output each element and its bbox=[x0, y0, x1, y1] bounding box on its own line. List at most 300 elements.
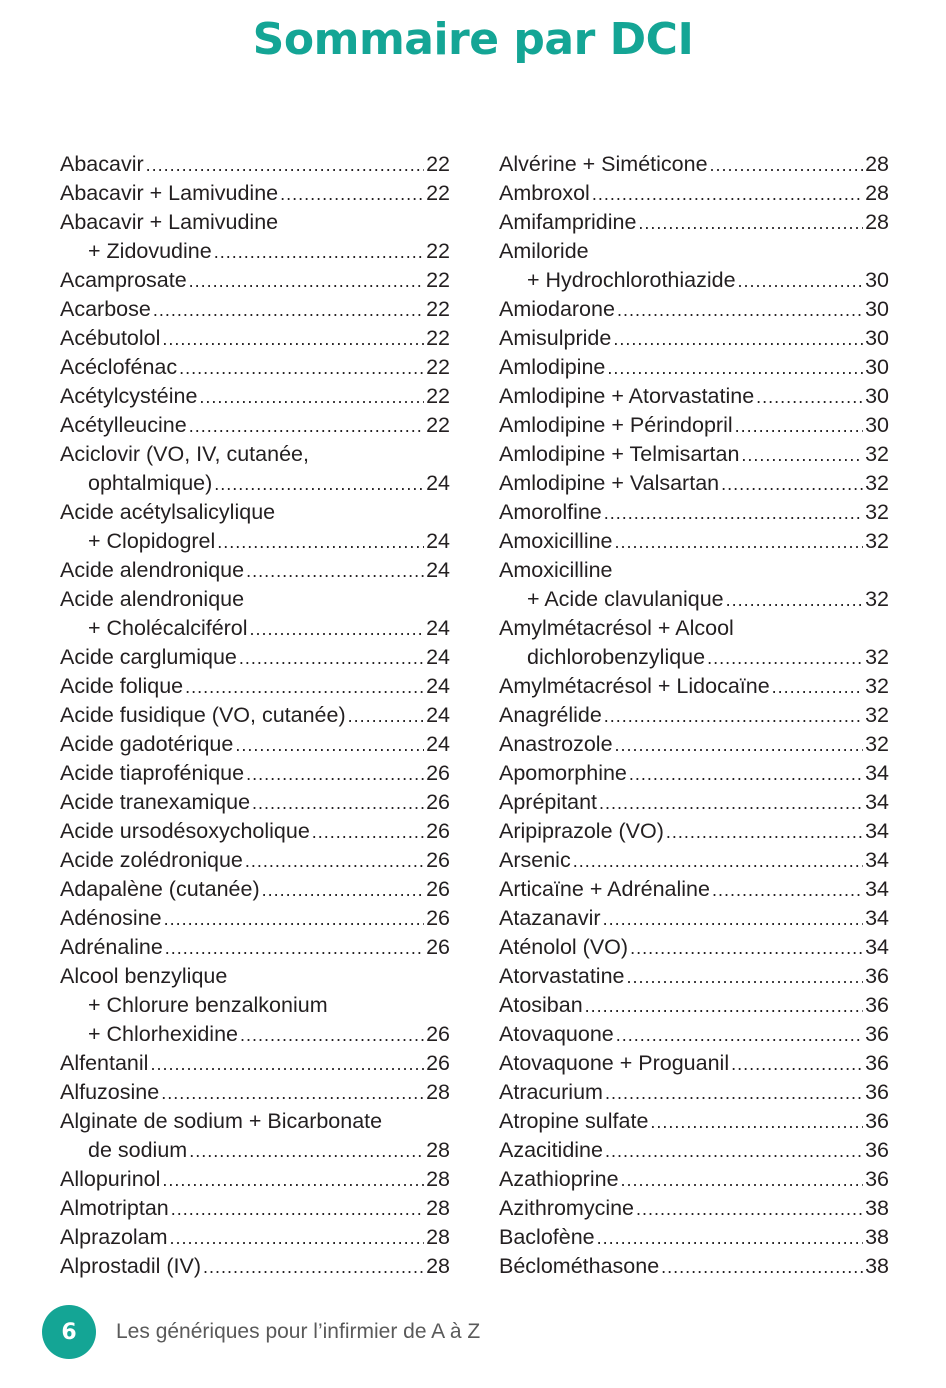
drug-name: Alfuzosine bbox=[60, 1080, 160, 1104]
toc-entry bbox=[499, 1223, 889, 1252]
dot-leader bbox=[165, 934, 424, 963]
page-reference: 22 bbox=[426, 326, 450, 350]
drug-name: Amylmétacrésol + Alcool bbox=[499, 616, 734, 640]
toc-entry bbox=[60, 875, 450, 904]
page-reference: 26 bbox=[426, 848, 450, 872]
dot-leader bbox=[604, 702, 863, 731]
entry-line bbox=[499, 875, 889, 904]
drug-name: Alprazolam bbox=[60, 1225, 168, 1249]
entry-line bbox=[499, 556, 889, 585]
drug-name: Articaïne + Adrénaline bbox=[499, 877, 710, 901]
page-reference: 34 bbox=[865, 848, 889, 872]
dot-leader bbox=[617, 296, 863, 325]
dot-leader bbox=[597, 1224, 863, 1253]
page-reference: 30 bbox=[865, 297, 889, 321]
toc-entry bbox=[499, 1049, 889, 1078]
page-reference: 24 bbox=[426, 732, 450, 756]
toc-entry bbox=[499, 1194, 889, 1223]
toc-entry bbox=[60, 1078, 450, 1107]
drug-name: Atropine sulfate bbox=[499, 1109, 649, 1133]
drug-name: Acide carglumique bbox=[60, 645, 237, 669]
drug-name: Amiodarone bbox=[499, 297, 615, 321]
page-reference: 24 bbox=[426, 471, 450, 495]
toc-entry bbox=[60, 498, 450, 556]
entry-line bbox=[499, 1020, 889, 1049]
dot-leader bbox=[280, 180, 424, 209]
page-reference: 30 bbox=[865, 268, 889, 292]
dot-leader bbox=[603, 905, 863, 934]
entry-line bbox=[499, 1049, 889, 1078]
page-reference: 34 bbox=[865, 906, 889, 930]
drug-name: Amlodipine + Atorvastatine bbox=[499, 384, 755, 408]
dot-leader bbox=[710, 151, 864, 180]
entry-line bbox=[60, 1194, 450, 1223]
dot-leader bbox=[616, 1021, 863, 1050]
dot-leader bbox=[153, 296, 424, 325]
drug-name: Acamprosate bbox=[60, 268, 187, 292]
drug-name: + Hydrochlorothiazide bbox=[527, 268, 736, 292]
page-reference: 32 bbox=[865, 674, 889, 698]
entry-line bbox=[60, 150, 450, 179]
drug-name: Alvérine + Siméticone bbox=[499, 152, 708, 176]
drug-name: Allopurinol bbox=[60, 1167, 161, 1191]
dot-leader bbox=[245, 847, 424, 876]
dot-leader bbox=[585, 992, 863, 1021]
toc-entry bbox=[499, 962, 889, 991]
drug-name: Aciclovir (VO, IV, cutanée, bbox=[60, 442, 309, 466]
dot-leader bbox=[707, 644, 863, 673]
drug-name: Amlodipine bbox=[499, 355, 606, 379]
page-reference: 32 bbox=[865, 442, 889, 466]
drug-name: Amylmétacrésol + Lidocaïne bbox=[499, 674, 770, 698]
entry-line bbox=[60, 672, 450, 701]
page-reference: 36 bbox=[865, 1167, 889, 1191]
entry-line bbox=[499, 295, 889, 324]
dot-leader bbox=[604, 499, 863, 528]
drug-name: Atracurium bbox=[499, 1080, 603, 1104]
dot-leader bbox=[615, 528, 864, 557]
drug-name: + Cholécalciférol bbox=[88, 616, 248, 640]
dot-leader bbox=[252, 789, 424, 818]
drug-name: Amiloride bbox=[499, 239, 589, 263]
entry-line bbox=[499, 788, 889, 817]
toc-entry bbox=[499, 324, 889, 353]
page-reference: 32 bbox=[865, 732, 889, 756]
toc-entry bbox=[499, 875, 889, 904]
page-reference: 34 bbox=[865, 761, 889, 785]
drug-name: Acébutolol bbox=[60, 326, 161, 350]
entry-line bbox=[60, 411, 450, 440]
entry-line bbox=[499, 962, 889, 991]
entry-line bbox=[60, 1078, 450, 1107]
page-reference: 26 bbox=[426, 819, 450, 843]
dot-leader bbox=[621, 1166, 864, 1195]
toc-entry bbox=[60, 1049, 450, 1078]
dot-leader bbox=[605, 1137, 863, 1166]
entry-line bbox=[499, 614, 889, 643]
toc-entry bbox=[499, 1020, 889, 1049]
page-reference: 34 bbox=[865, 877, 889, 901]
toc-entry bbox=[60, 266, 450, 295]
toc-entry bbox=[60, 1165, 450, 1194]
dot-leader bbox=[650, 1108, 863, 1137]
dot-leader bbox=[146, 151, 424, 180]
drug-name: Amisulpride bbox=[499, 326, 612, 350]
toc-entry bbox=[60, 585, 450, 643]
entry-line bbox=[60, 382, 450, 411]
dot-leader bbox=[312, 818, 424, 847]
page-reference: 22 bbox=[426, 152, 450, 176]
entry-line bbox=[499, 1194, 889, 1223]
page-reference: 34 bbox=[865, 935, 889, 959]
page-reference: 30 bbox=[865, 326, 889, 350]
drug-name: Azithromycine bbox=[499, 1196, 635, 1220]
entry-continuation-line bbox=[60, 614, 450, 643]
drug-name: Baclofène bbox=[499, 1225, 595, 1249]
entry-line bbox=[499, 1223, 889, 1252]
toc-entry bbox=[60, 730, 450, 759]
toc-entry bbox=[499, 527, 889, 556]
entry-line bbox=[60, 1252, 450, 1281]
drug-name: Acide tiaprofénique bbox=[60, 761, 245, 785]
toc-entry bbox=[60, 382, 450, 411]
page-reference: 26 bbox=[426, 761, 450, 785]
dot-leader bbox=[162, 1166, 424, 1195]
toc-entry bbox=[499, 1107, 889, 1136]
entry-line bbox=[499, 817, 889, 846]
entry-line bbox=[60, 295, 450, 324]
drug-name: Alprostadil (IV) bbox=[60, 1254, 201, 1278]
page-reference: 28 bbox=[426, 1254, 450, 1278]
entry-line bbox=[60, 1107, 450, 1136]
toc-entry bbox=[499, 353, 889, 382]
page-reference: 24 bbox=[426, 558, 450, 582]
dot-leader bbox=[246, 557, 424, 586]
toc-entry bbox=[499, 788, 889, 817]
dot-leader bbox=[629, 760, 863, 789]
dot-leader bbox=[607, 354, 863, 383]
page-reference: 22 bbox=[426, 181, 450, 205]
dot-leader bbox=[630, 934, 863, 963]
toc-entry bbox=[60, 150, 450, 179]
entry-line bbox=[60, 498, 450, 527]
toc-entry bbox=[60, 1194, 450, 1223]
entry-line bbox=[499, 237, 889, 266]
toc-entry bbox=[60, 353, 450, 382]
page-reference: 24 bbox=[426, 703, 450, 727]
dot-leader bbox=[262, 876, 424, 905]
drug-name: Anagrélide bbox=[499, 703, 602, 727]
drug-name: Azathioprine bbox=[499, 1167, 619, 1191]
toc-entry bbox=[499, 440, 889, 469]
drug-name: Acide folique bbox=[60, 674, 184, 698]
page-reference: 38 bbox=[865, 1225, 889, 1249]
entry-continuation-line bbox=[499, 266, 889, 295]
entry-line bbox=[499, 846, 889, 875]
entry-continuation-line bbox=[60, 991, 450, 1020]
page-reference: 22 bbox=[426, 413, 450, 437]
drug-name: Acide acétylsalicylique bbox=[60, 500, 276, 524]
dot-leader bbox=[203, 1253, 424, 1282]
drug-name: Adapalène (cutanée) bbox=[60, 877, 260, 901]
page-reference: 32 bbox=[865, 529, 889, 553]
entry-line bbox=[60, 266, 450, 295]
drug-name: Acide fusidique (VO, cutanée) bbox=[60, 703, 346, 727]
entry-continuation-line bbox=[499, 643, 889, 672]
page-number-badge: 6 bbox=[42, 1305, 96, 1359]
page-reference: 22 bbox=[426, 239, 450, 263]
drug-name: Aripiprazole (VO) bbox=[499, 819, 664, 843]
toc-entry bbox=[499, 179, 889, 208]
drug-name: Amlodipine + Telmisartan bbox=[499, 442, 740, 466]
drug-name: + Zidovudine bbox=[88, 239, 212, 263]
entry-line bbox=[60, 730, 450, 759]
entry-line bbox=[499, 730, 889, 759]
dot-leader bbox=[613, 325, 863, 354]
drug-name: Abacavir + Lamivudine bbox=[60, 210, 279, 234]
dot-leader bbox=[636, 1195, 863, 1224]
dot-leader bbox=[638, 209, 863, 238]
drug-name: Atazanavir bbox=[499, 906, 601, 930]
toc-entry bbox=[499, 208, 889, 237]
page-reference: 32 bbox=[865, 645, 889, 669]
dot-leader bbox=[189, 412, 424, 441]
entry-continuation-line bbox=[499, 585, 889, 614]
page-reference: 30 bbox=[865, 355, 889, 379]
entry-line bbox=[60, 556, 450, 585]
entry-line bbox=[499, 933, 889, 962]
entry-line bbox=[60, 817, 450, 846]
dot-leader bbox=[772, 673, 863, 702]
page-reference: 38 bbox=[865, 1196, 889, 1220]
drug-name: Acide ursodésoxycholique bbox=[60, 819, 310, 843]
dot-leader bbox=[164, 905, 424, 934]
drug-name: + Chlorure benzalkonium bbox=[88, 993, 328, 1017]
entry-line bbox=[499, 1107, 889, 1136]
drug-name: Acétylleucine bbox=[60, 413, 187, 437]
dot-leader bbox=[170, 1224, 425, 1253]
toc-entry bbox=[60, 411, 450, 440]
dot-leader bbox=[239, 644, 424, 673]
entry-continuation-line bbox=[60, 469, 450, 498]
entry-line bbox=[499, 353, 889, 382]
dot-leader bbox=[721, 470, 863, 499]
page-reference: 24 bbox=[426, 645, 450, 669]
drug-name: Amoxicilline bbox=[499, 529, 613, 553]
page-reference: 22 bbox=[426, 355, 450, 379]
page-reference: 24 bbox=[426, 674, 450, 698]
page-reference: 34 bbox=[865, 819, 889, 843]
entry-continuation-line bbox=[60, 527, 450, 556]
page-reference: 26 bbox=[426, 935, 450, 959]
drug-name: Acétylcystéine bbox=[60, 384, 198, 408]
entry-line bbox=[60, 933, 450, 962]
drug-name: Atosiban bbox=[499, 993, 583, 1017]
drug-name: ophtalmique) bbox=[88, 471, 213, 495]
entry-line bbox=[499, 904, 889, 933]
drug-name: Acide alendronique bbox=[60, 558, 245, 582]
entry-line bbox=[499, 1252, 889, 1281]
entry-line bbox=[499, 1136, 889, 1165]
page-reference: 28 bbox=[426, 1167, 450, 1191]
drug-name: Alfentanil bbox=[60, 1051, 149, 1075]
toc-entry bbox=[499, 614, 889, 672]
toc-entry bbox=[499, 1252, 889, 1281]
entry-line bbox=[499, 440, 889, 469]
dot-leader bbox=[189, 267, 424, 296]
dot-leader bbox=[605, 1079, 863, 1108]
dot-leader bbox=[726, 586, 863, 615]
toc-entry bbox=[499, 991, 889, 1020]
entry-continuation-line bbox=[60, 237, 450, 266]
page-reference: 32 bbox=[865, 471, 889, 495]
toc-entry bbox=[60, 179, 450, 208]
entry-line bbox=[60, 1049, 450, 1078]
dot-leader bbox=[150, 1050, 424, 1079]
dot-leader bbox=[246, 760, 424, 789]
toc-entry bbox=[499, 498, 889, 527]
page-reference: 28 bbox=[865, 152, 889, 176]
entry-line bbox=[60, 585, 450, 614]
drug-name: Amorolfine bbox=[499, 500, 602, 524]
entry-line bbox=[60, 440, 450, 469]
page-reference: 22 bbox=[426, 384, 450, 408]
page-reference: 36 bbox=[865, 1022, 889, 1046]
drug-name: Adénosine bbox=[60, 906, 162, 930]
page-reference: 24 bbox=[426, 529, 450, 553]
drug-name: Atorvastatine bbox=[499, 964, 625, 988]
dot-leader bbox=[661, 1253, 863, 1282]
toc-entry bbox=[499, 1078, 889, 1107]
page-reference: 36 bbox=[865, 1080, 889, 1104]
entry-line bbox=[60, 788, 450, 817]
page-reference: 36 bbox=[865, 964, 889, 988]
toc-entry bbox=[60, 1223, 450, 1252]
toc-entry bbox=[60, 440, 450, 498]
drug-name: Abacavir bbox=[60, 152, 144, 176]
toc-entry bbox=[499, 846, 889, 875]
entry-line bbox=[60, 904, 450, 933]
drug-name: Abacavir + Lamivudine bbox=[60, 181, 279, 205]
drug-name: Atovaquone + Proguanil bbox=[499, 1051, 730, 1075]
page-title: Sommaire par DCI bbox=[252, 14, 694, 65]
dot-leader bbox=[348, 702, 424, 731]
entry-line bbox=[499, 324, 889, 353]
entry-line bbox=[60, 643, 450, 672]
drug-name: Anastrozole bbox=[499, 732, 613, 756]
drug-name: Aprépitant bbox=[499, 790, 598, 814]
toc-entry bbox=[499, 933, 889, 962]
entry-line bbox=[60, 1223, 450, 1252]
page-reference: 26 bbox=[426, 877, 450, 901]
drug-name: Apomorphine bbox=[499, 761, 627, 785]
toc-entry bbox=[60, 759, 450, 788]
entry-line bbox=[499, 208, 889, 237]
toc-column-right bbox=[499, 150, 889, 1281]
dot-leader bbox=[189, 1137, 424, 1166]
dot-leader bbox=[731, 1050, 863, 1079]
drug-name: Arsenic bbox=[499, 848, 571, 872]
toc-entry bbox=[60, 643, 450, 672]
page-reference: 36 bbox=[865, 1138, 889, 1162]
drug-name: Acide gadotérique bbox=[60, 732, 234, 756]
drug-name: Alcool benzylique bbox=[60, 964, 228, 988]
page-reference: 28 bbox=[426, 1225, 450, 1249]
toc-entry bbox=[499, 556, 889, 614]
toc-entry bbox=[499, 150, 889, 179]
toc-entry bbox=[499, 295, 889, 324]
page-reference: 28 bbox=[426, 1080, 450, 1104]
toc-entry bbox=[60, 962, 450, 1049]
entry-line bbox=[499, 759, 889, 788]
entry-line bbox=[60, 353, 450, 382]
toc-entry bbox=[499, 237, 889, 295]
toc-entry bbox=[60, 846, 450, 875]
entry-continuation-line bbox=[60, 1136, 450, 1165]
drug-name: Béclométhasone bbox=[499, 1254, 660, 1278]
page-reference: 30 bbox=[865, 384, 889, 408]
drug-name: Acide tranexamique bbox=[60, 790, 251, 814]
page-reference: 24 bbox=[426, 616, 450, 640]
drug-name: Amoxicilline bbox=[499, 558, 613, 582]
drug-name: Amlodipine + Périndopril bbox=[499, 413, 733, 437]
toc-entry bbox=[60, 208, 450, 266]
entry-line bbox=[60, 208, 450, 237]
page-reference: 26 bbox=[426, 1051, 450, 1075]
drug-name: Aténolol (VO) bbox=[499, 935, 629, 959]
entry-line bbox=[499, 1078, 889, 1107]
toc-entry bbox=[499, 382, 889, 411]
drug-name: + Acide clavulanique bbox=[527, 587, 724, 611]
drug-name: Alginate de sodium + Bicarbonate bbox=[60, 1109, 383, 1133]
page-reference: 28 bbox=[426, 1196, 450, 1220]
toc-entry bbox=[60, 672, 450, 701]
toc-entry bbox=[60, 788, 450, 817]
toc-entry bbox=[499, 730, 889, 759]
entry-continuation-line bbox=[60, 1020, 450, 1049]
page-reference: 30 bbox=[865, 413, 889, 437]
drug-name: + Clopidogrel bbox=[88, 529, 216, 553]
page-reference: 28 bbox=[426, 1138, 450, 1162]
toc-entry bbox=[60, 295, 450, 324]
toc-entry bbox=[499, 469, 889, 498]
entry-line bbox=[60, 179, 450, 208]
dot-leader bbox=[666, 818, 863, 847]
entry-line bbox=[60, 846, 450, 875]
entry-line bbox=[60, 324, 450, 353]
dot-leader bbox=[161, 1079, 424, 1108]
page-reference: 36 bbox=[865, 1051, 889, 1075]
entry-line bbox=[499, 150, 889, 179]
entry-line bbox=[499, 382, 889, 411]
toc-entry bbox=[499, 1165, 889, 1194]
drug-name: Amifampridine bbox=[499, 210, 637, 234]
entry-line bbox=[499, 469, 889, 498]
page-reference: 38 bbox=[865, 1254, 889, 1278]
toc-entry bbox=[499, 672, 889, 701]
toc-entry bbox=[60, 817, 450, 846]
toc-entry bbox=[60, 556, 450, 585]
dot-leader bbox=[741, 441, 863, 470]
dot-leader bbox=[179, 354, 424, 383]
dot-leader bbox=[171, 1195, 424, 1224]
toc-entry bbox=[60, 1252, 450, 1281]
page-reference: 32 bbox=[865, 703, 889, 727]
dot-leader bbox=[162, 325, 424, 354]
toc-entry bbox=[499, 1136, 889, 1165]
entry-line bbox=[60, 875, 450, 904]
page-reference: 28 bbox=[865, 181, 889, 205]
